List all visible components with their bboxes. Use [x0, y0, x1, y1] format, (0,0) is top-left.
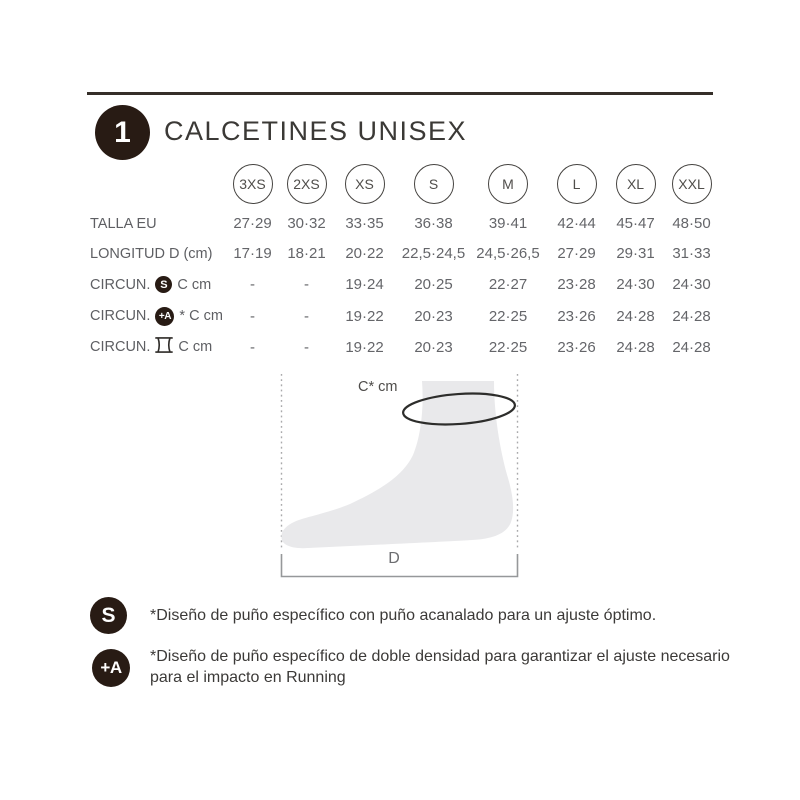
section-number: 1	[114, 115, 131, 149]
size-cell: 20·25	[414, 276, 453, 293]
size-cell: 20·23	[414, 307, 453, 325]
size-cell: -	[304, 276, 309, 293]
size-cell: 33·35	[345, 215, 384, 232]
table-row-talla-eu	[90, 208, 720, 239]
row-label-suffix: C cm	[177, 276, 212, 293]
empty-corner-cell	[90, 160, 225, 208]
size-cell: 23·26	[557, 338, 596, 356]
size-cell: 17·19	[233, 245, 272, 262]
row-label: TALLA EU	[90, 215, 157, 232]
size-cell: 24·30	[616, 276, 655, 293]
size-circle-xs: XS	[345, 164, 385, 204]
page-title: CALCETINES UNISEX	[164, 116, 468, 146]
size-circle-l: L	[557, 164, 597, 204]
size-column-header	[225, 160, 280, 208]
size-cell: 24·30	[672, 276, 711, 293]
top-divider-rule	[87, 92, 713, 95]
foot-silhouette	[281, 381, 513, 548]
table-row-circun-plus-a	[90, 301, 720, 331]
size-cell: 27·29	[233, 215, 272, 232]
size-cell: 23·26	[557, 307, 596, 325]
plus-a-cuff-icon: +A	[155, 307, 174, 326]
size-cell: 22·25	[488, 307, 528, 325]
size-cell: -	[250, 276, 255, 293]
size-cell: 24·28	[672, 338, 711, 356]
circumference-label: C* cm	[358, 379, 398, 395]
size-cell: -	[304, 338, 309, 356]
size-column-header	[280, 160, 333, 208]
size-cell: 22·27	[488, 276, 528, 293]
size-cell: 22,5·24,5	[401, 245, 466, 262]
size-cell: 39·41	[488, 215, 528, 232]
table-row-circun-cuff	[90, 331, 720, 363]
footnote-plus-a-text: *Diseño de puño específico de doble densidad para garantizar el ajuste necesario para el impacto en Running	[150, 648, 730, 686]
size-circle-s: S	[414, 164, 454, 204]
size-column-header	[333, 160, 396, 208]
size-cell: 24,5·26,5	[476, 245, 540, 262]
size-column-header	[396, 160, 471, 208]
size-cell: -	[250, 338, 255, 356]
size-cell: 24·28	[672, 307, 711, 325]
size-header-row	[90, 160, 720, 208]
size-cell: 42·44	[557, 215, 596, 232]
cuff-shape-icon	[155, 335, 173, 359]
size-cell: 18·21	[287, 245, 326, 262]
table-row-circun-s	[90, 268, 720, 301]
footnote-s-text: *Diseño de puño específico con puño acanalado para un ajuste óptimo.	[150, 607, 657, 624]
size-cell: 27·29	[557, 245, 596, 262]
row-label: CIRCUN.	[90, 308, 151, 324]
table-row-longitud	[90, 239, 720, 268]
section-number-badge	[95, 105, 150, 160]
size-circle-3xs: 3XS	[233, 164, 273, 204]
row-label: CIRCUN.	[90, 339, 151, 355]
size-circle-xl: XL	[616, 164, 656, 204]
row-label: LONGITUD D (cm)	[90, 245, 213, 262]
size-cell: 23·28	[557, 276, 596, 293]
size-cell: 19·22	[345, 338, 384, 356]
size-cell: 24·28	[616, 338, 655, 356]
size-cell: 19·24	[345, 276, 384, 293]
size-cell: 20·23	[414, 338, 453, 356]
footnote-s-cuff-icon: S	[90, 597, 127, 634]
size-column-header	[545, 160, 608, 208]
s-cuff-icon: S	[155, 276, 172, 293]
size-circle-2xs: 2XS	[287, 164, 327, 204]
size-cell: 45·47	[616, 215, 655, 232]
row-label-suffix: C cm	[178, 339, 213, 355]
size-circle-m: M	[488, 164, 528, 204]
size-cell: 19·22	[345, 307, 384, 325]
size-chart-table	[90, 160, 720, 363]
row-label: CIRCUN.	[90, 276, 151, 293]
row-label-suffix: * C cm	[179, 308, 223, 324]
size-cell: 30·32	[287, 215, 326, 232]
length-label: D	[388, 550, 400, 567]
size-cell: -	[250, 307, 255, 325]
size-circle-xxl: XXL	[672, 164, 712, 204]
size-column-header	[471, 160, 545, 208]
size-cell: 24·28	[616, 307, 655, 325]
size-cell: 36·38	[414, 215, 453, 232]
size-cell: 48·50	[672, 215, 711, 232]
size-column-header	[608, 160, 663, 208]
size-cell: 22·25	[488, 338, 528, 356]
size-cell: -	[304, 307, 309, 325]
size-column-header	[663, 160, 720, 208]
size-cell: 31·33	[672, 245, 711, 262]
size-cell: 29·31	[616, 245, 655, 262]
size-cell: 20·22	[345, 245, 384, 262]
footnote-plus-a-cuff-icon: +A	[92, 649, 130, 687]
